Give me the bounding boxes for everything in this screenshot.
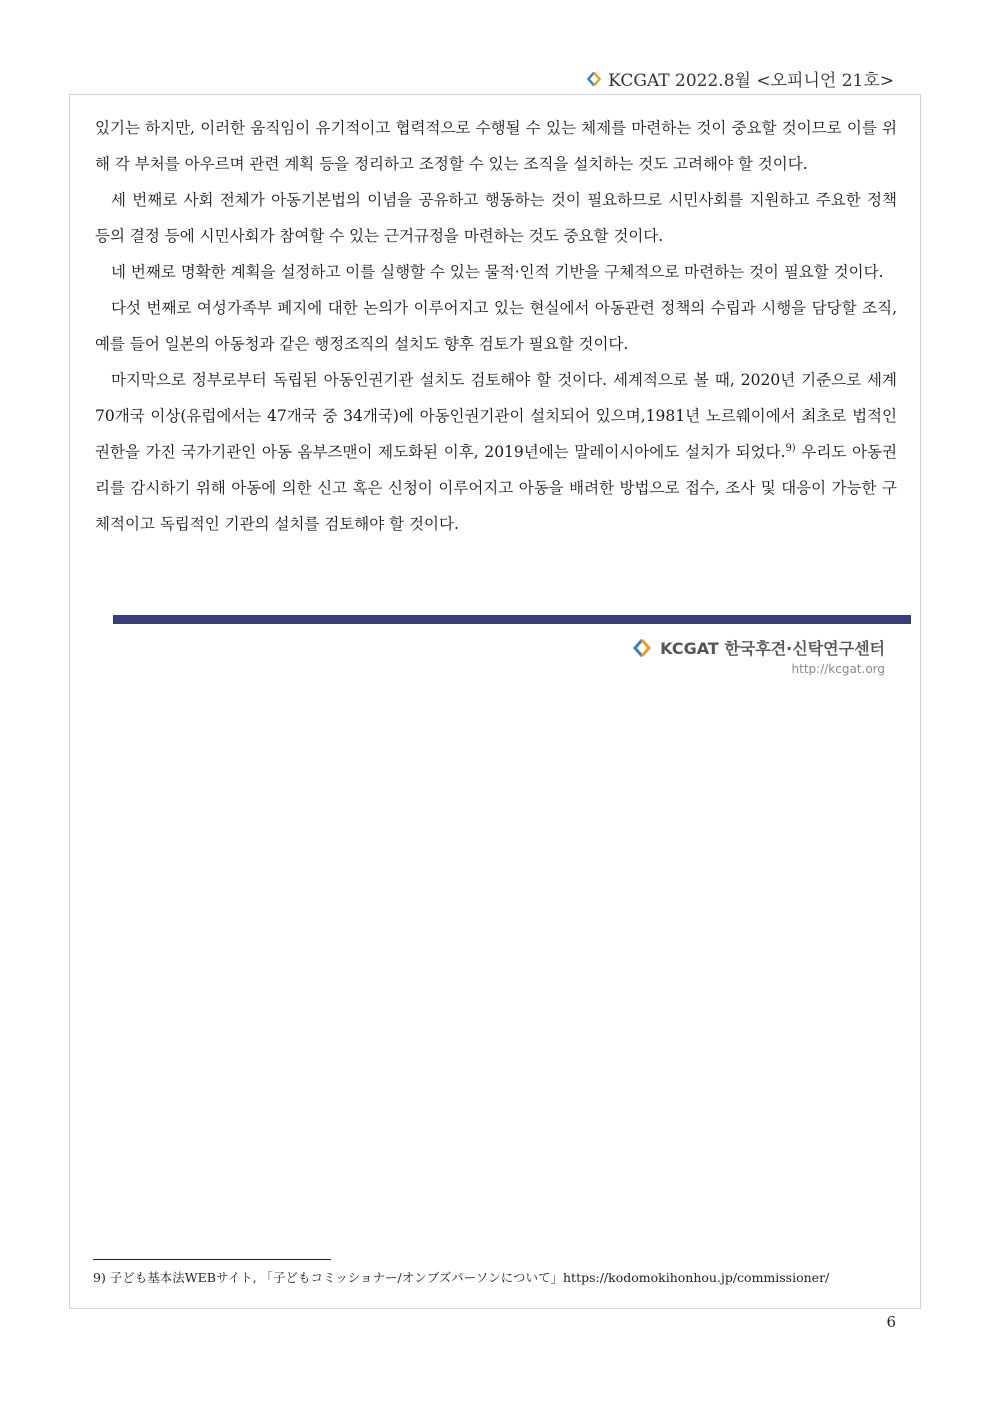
page-header [586,66,894,91]
brand-block [632,636,885,659]
kcgat-logo-icon [586,71,602,87]
footnote-separator [93,1259,331,1260]
kcgat-logo-icon [632,638,652,658]
paragraph: 세 번째로 사회 전체가 아동기본법의 이념을 공유하고 행동하는 것이 필요하므로 시민사회를 지원하고 주요한 정책 등의 결정 등에 시민사회가 참여할 수 있는 근거규정을 마련하는 것도 중요할 것이다. [95,191,897,245]
brand-url-link[interactable]: http://kcgat.org [791,662,885,676]
paragraph: 네 번째로 명확한 계획을 설정하고 이를 실행할 수 있는 물적·인적 기반을 구체적으로 마련하는 것이 필요할 것이다. [111,263,884,281]
paragraph: 있기는 하지만, 이러한 움직임이 유기적이고 협력적으로 수행될 수 있는 체제를 마련하는 것이 중요할 것이므로 이를 위해 각 부처를 아우르며 관련 계획 등을 정리하고 조정할 수 있는 조직을 설치하는 것도 고려해야 할 것이다. [95,119,897,173]
paragraph-text: 우리도 아동권리를 감시하기 위해 아동에 의한 신고 혹은 신청이 이루어지고 아동을 배려한 방법으로 접수, 조사 및 대응이 가능한 구체적이고 독립적인 기관의 설치를 검토해야 할 것이다. [95,443,897,533]
paragraph-text: 마지막으로 정부로부터 독립된 아동인권기관 설치도 검토해야 할 것이다. 세계적으로 볼 때, 2020년 기준으로 세계 70개국 이상(유럽에서는 47개국 중 34개국)에 아동인권기관이 설치되어 있으며,1981년 노르웨이에서 최초로 법적인 권한을 가진 국가기관인 아동 옴부즈맨이 제도화된 이후, 2019년에는 말레이시아에도 설치가 되었다. [95,371,897,461]
brand-name: KCGAT 한국후견·신탁연구센터 [660,639,885,658]
footnote: 9) 子ども基本法WEBサイト, 「子どもコミッショナー/オンブズパーソンについて」https://kodomokihonhou.jp/commissioner/ [93,1270,830,1285]
page-number: 6 [886,1313,896,1331]
paragraph: 다섯 번째로 여성가족부 폐지에 대한 논의가 이루어지고 있는 현실에서 아동관련 정책의 수립과 시행을 담당할 조직, 예를 들어 일본의 아동청과 같은 행정조직의 설치도 향후 검토가 필요할 것이다. [95,299,897,353]
header-title: KCGAT 2022.8월 <오피니언 21호> [608,71,894,91]
footnote-reference[interactable]: 9) [785,442,796,454]
article-body [95,110,897,542]
section-divider [113,615,911,624]
paragraph-last [95,362,897,542]
